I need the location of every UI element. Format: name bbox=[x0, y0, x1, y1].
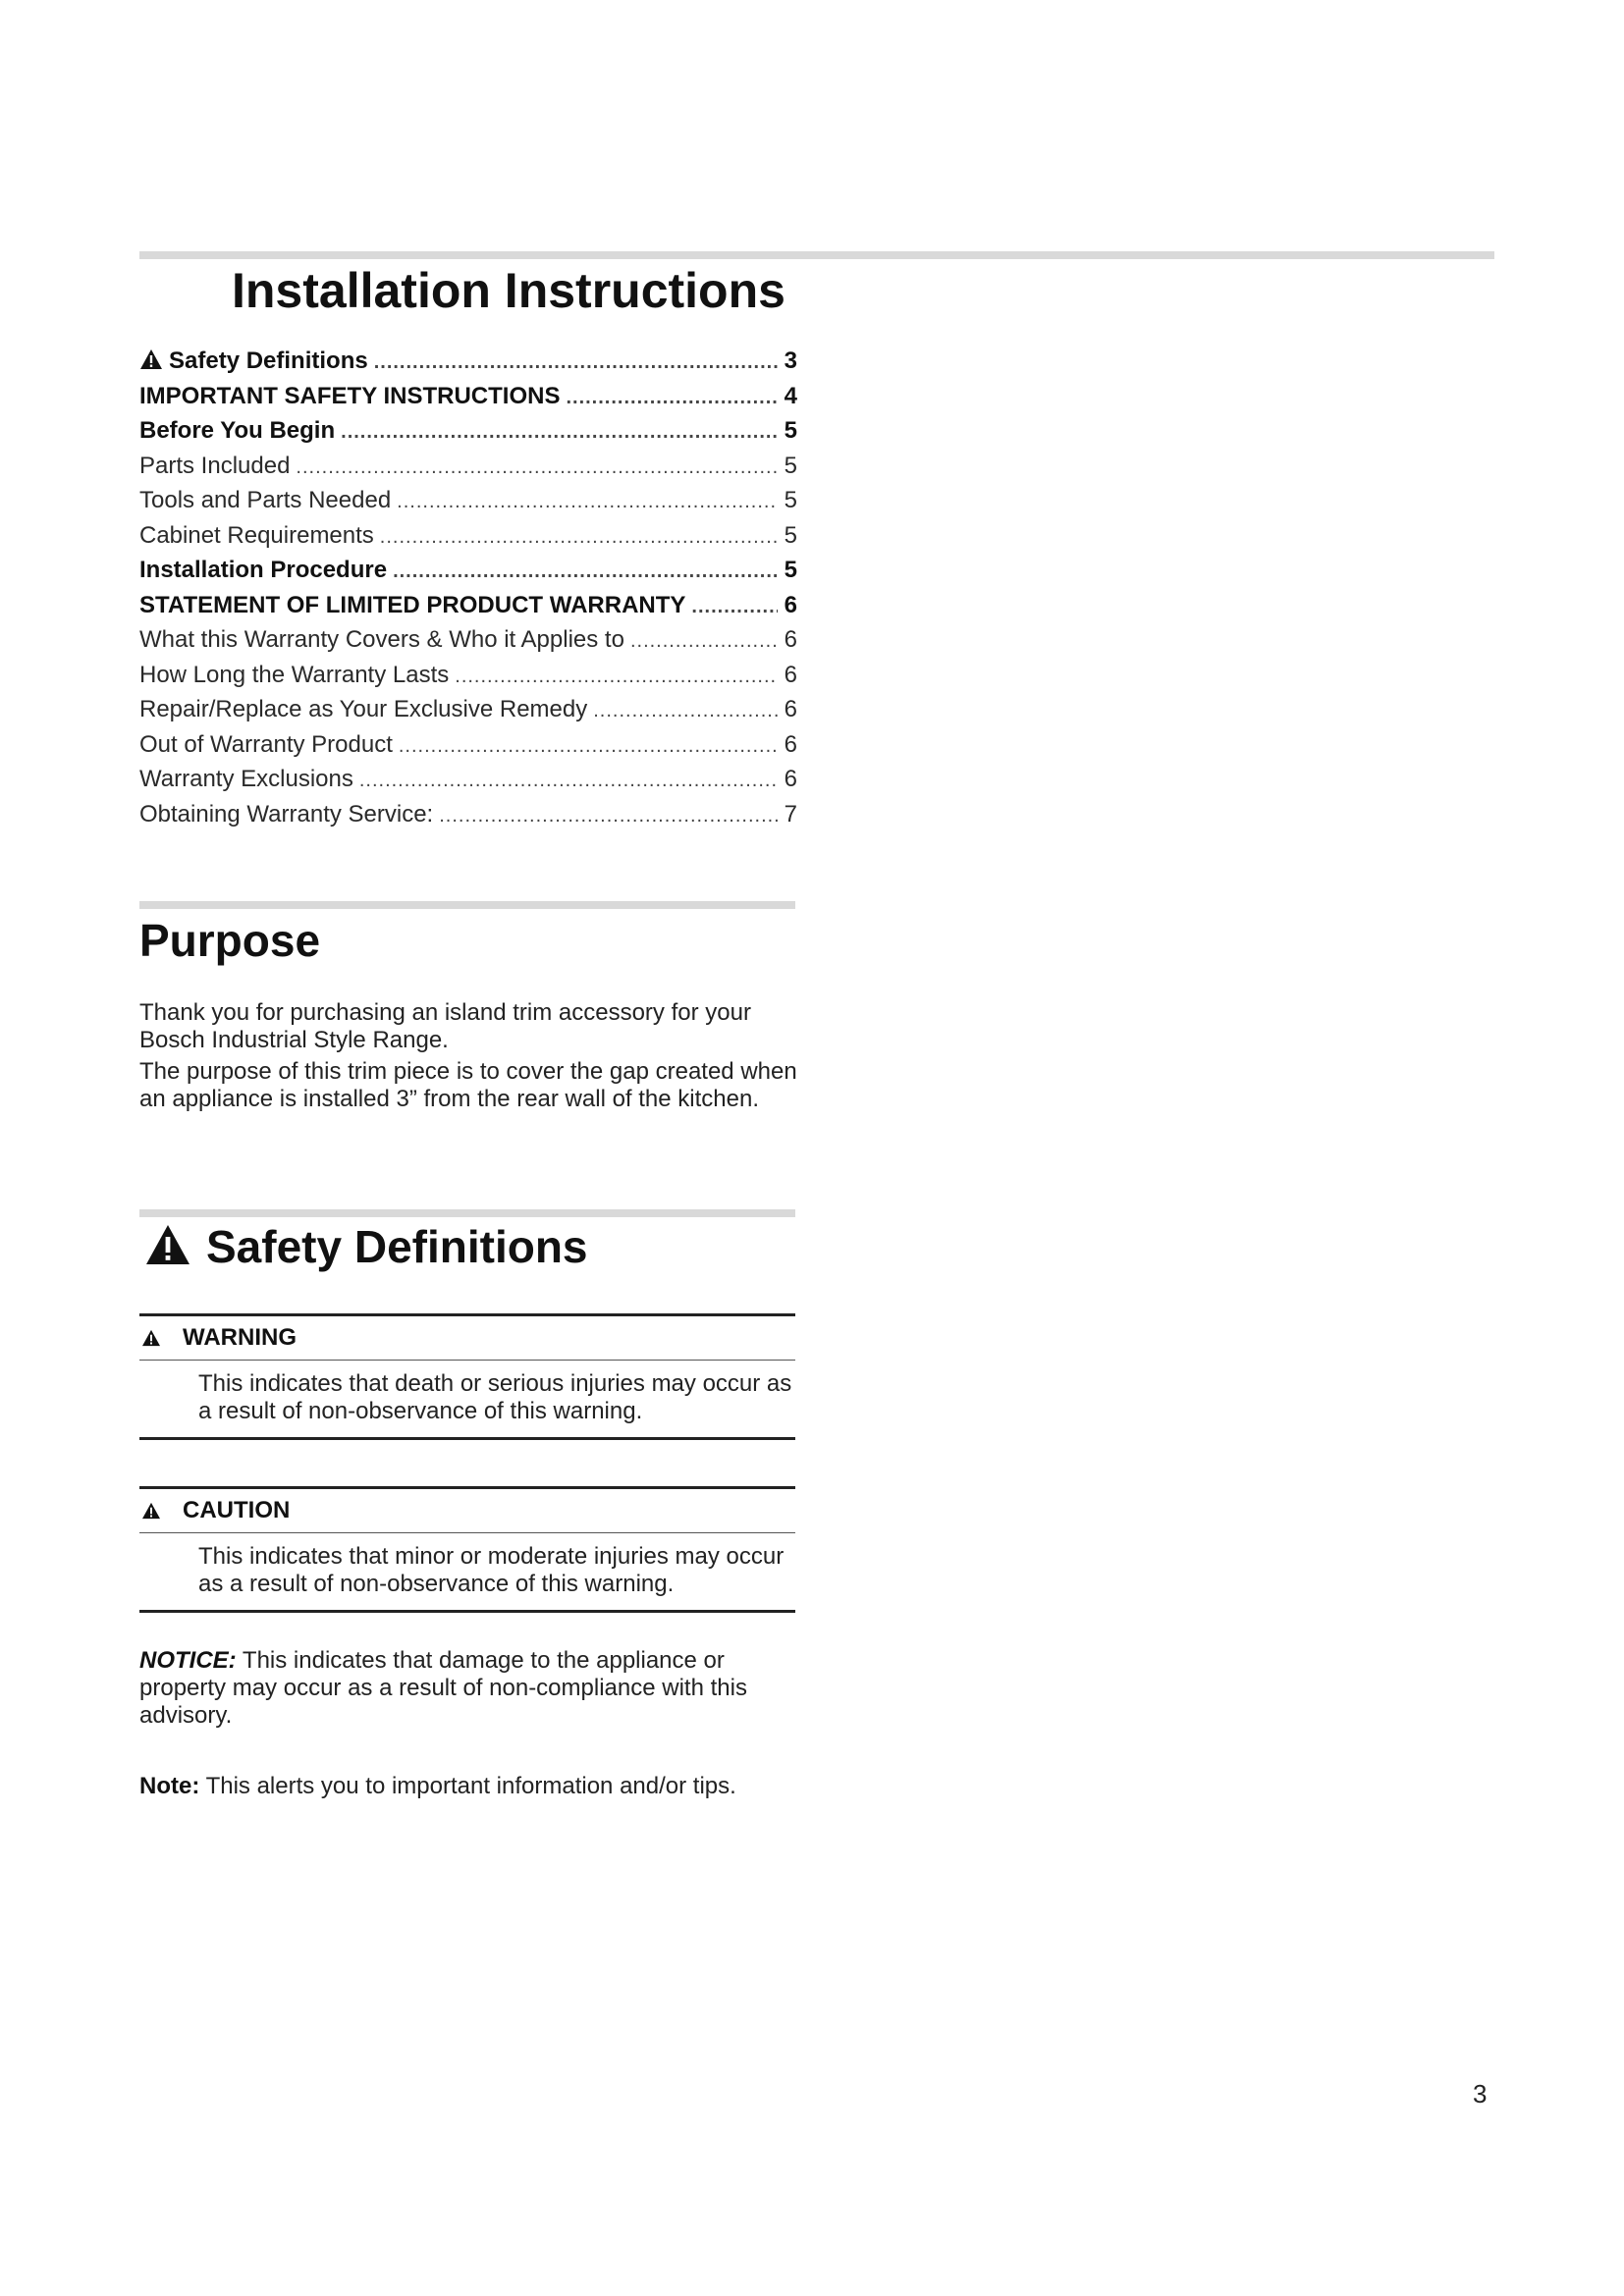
toc-entry-page: 6 bbox=[784, 591, 797, 618]
toc-entry-label bbox=[139, 592, 685, 619]
notice-label: NOTICE: bbox=[139, 1647, 237, 1674]
safety-heading bbox=[143, 1217, 588, 1276]
toc-entry-text: Before You Begin bbox=[139, 417, 336, 444]
toc-entry[interactable] bbox=[139, 557, 797, 592]
toc-entry-text: Out of Warranty Product bbox=[139, 730, 393, 758]
toc-entry[interactable] bbox=[139, 626, 797, 662]
warning-text: This indicates that death or serious injuries may occur as a result of non-observance of this warning. bbox=[198, 1370, 792, 1424]
toc-leader-dots bbox=[691, 596, 778, 618]
toc-entry[interactable] bbox=[139, 731, 797, 767]
toc-entry-text: What this Warranty Covers & Who it Applies to bbox=[139, 626, 624, 653]
safety-rule bbox=[139, 1209, 795, 1217]
toc-leader-dots bbox=[455, 666, 778, 688]
purpose-paragraph-2: The purpose of this trim piece is to cover the gap created when an appliance is installed 3” from the rear wall of the kitchen. bbox=[139, 1058, 797, 1112]
toc-entry-page: 5 bbox=[784, 417, 797, 444]
toc-entry-page: 6 bbox=[784, 696, 797, 722]
toc-entry-label bbox=[139, 383, 560, 410]
toc-entry-label bbox=[139, 696, 587, 723]
toc-entry-label bbox=[139, 453, 290, 480]
toc-entry-page: 7 bbox=[784, 800, 797, 828]
toc-entry-page: 3 bbox=[784, 347, 797, 374]
warning-triangle-icon bbox=[141, 1329, 161, 1347]
toc-entry[interactable] bbox=[139, 766, 797, 801]
purpose-rule bbox=[139, 901, 795, 909]
toc-leader-dots bbox=[374, 351, 778, 374]
toc-leader-dots bbox=[566, 387, 778, 409]
caution-label: CAUTION bbox=[183, 1497, 291, 1523]
toc-entry-page: 4 bbox=[784, 382, 797, 409]
toc-entry-label bbox=[139, 662, 449, 689]
toc-entry[interactable] bbox=[139, 801, 797, 836]
note-paragraph bbox=[139, 1773, 797, 1800]
toc-entry[interactable] bbox=[139, 522, 797, 558]
caution-text: This indicates that minor or moderate injuries may occur as a result of non-observance of this warning. bbox=[198, 1543, 785, 1597]
page-number: 3 bbox=[1473, 2079, 1488, 2109]
notice-text: This indicates that damage to the appliance or property may occur as a result of non-compliance with this advisory. bbox=[139, 1647, 747, 1729]
page-title: Installation Instructions bbox=[232, 263, 785, 318]
warning-box bbox=[139, 1313, 795, 1440]
safety-heading-text: Safety Definitions bbox=[206, 1221, 588, 1272]
toc-entry[interactable] bbox=[139, 383, 797, 418]
toc-entry-text: Safety Definitions bbox=[169, 347, 368, 374]
toc-entry-text: Obtaining Warranty Service: bbox=[139, 800, 434, 828]
toc-entry-page: 5 bbox=[784, 521, 797, 549]
warning-triangle-icon bbox=[143, 1223, 192, 1266]
toc-leader-dots bbox=[380, 526, 778, 549]
toc-leader-dots bbox=[593, 700, 778, 722]
toc-entry[interactable] bbox=[139, 592, 797, 627]
toc-entry-page: 6 bbox=[784, 730, 797, 758]
toc-entry[interactable] bbox=[139, 347, 797, 383]
toc-entry-page: 5 bbox=[784, 557, 797, 583]
toc-entry-label bbox=[139, 417, 335, 445]
warning-triangle-icon bbox=[139, 348, 163, 370]
toc-entry[interactable] bbox=[139, 453, 797, 488]
toc-entry-text: Tools and Parts Needed bbox=[139, 487, 392, 513]
toc-leader-dots bbox=[630, 630, 778, 653]
toc-entry-text: Repair/Replace as Your Exclusive Remedy bbox=[139, 696, 588, 722]
toc-entry-label bbox=[139, 347, 368, 375]
toc-entry-text: Warranty Exclusions bbox=[139, 766, 353, 792]
warning-label: WARNING bbox=[183, 1324, 297, 1351]
purpose-heading: Purpose bbox=[139, 915, 321, 966]
toc-entry[interactable] bbox=[139, 662, 797, 697]
toc-entry-label bbox=[139, 766, 353, 793]
caution-header bbox=[139, 1489, 795, 1533]
toc-entry-label bbox=[139, 557, 387, 584]
toc-entry-page: 6 bbox=[784, 766, 797, 792]
toc-entry[interactable] bbox=[139, 696, 797, 731]
toc-leader-dots bbox=[296, 456, 778, 479]
toc-entry-label bbox=[139, 731, 393, 759]
toc-leader-dots bbox=[399, 735, 778, 758]
toc-entry-label bbox=[139, 801, 433, 828]
notice-paragraph bbox=[139, 1647, 797, 1730]
toc-entry[interactable] bbox=[139, 487, 797, 522]
warning-triangle-icon bbox=[141, 1502, 161, 1520]
toc-leader-dots bbox=[359, 770, 778, 792]
note-text: This alerts you to important information and/or tips. bbox=[205, 1773, 736, 1799]
toc-leader-dots bbox=[397, 491, 778, 513]
purpose-paragraph-1: Thank you for purchasing an island trim accessory for your Bosch Industrial Style Range. bbox=[139, 999, 751, 1053]
table-of-contents bbox=[139, 347, 797, 835]
note-label: Note: bbox=[139, 1773, 200, 1799]
toc-entry-page: 5 bbox=[784, 452, 797, 479]
toc-entry-text: Parts Included bbox=[139, 452, 291, 479]
toc-entry-page: 5 bbox=[784, 487, 797, 513]
toc-entry-text: Cabinet Requirements bbox=[139, 521, 374, 549]
toc-entry-label bbox=[139, 626, 624, 654]
toc-entry-label bbox=[139, 487, 391, 514]
warning-header bbox=[139, 1316, 795, 1361]
toc-entry-label bbox=[139, 522, 374, 550]
toc-entry-page: 6 bbox=[784, 661, 797, 688]
toc-leader-dots bbox=[439, 805, 778, 828]
toc-entry-text: IMPORTANT SAFETY INSTRUCTIONS bbox=[139, 382, 561, 409]
toc-leader-dots bbox=[341, 421, 778, 444]
toc-entry-text: How Long the Warranty Lasts bbox=[139, 661, 450, 688]
toc-entry-text: STATEMENT OF LIMITED PRODUCT WARRANTY bbox=[139, 591, 686, 618]
toc-entry-page: 6 bbox=[784, 626, 797, 653]
caution-box bbox=[139, 1486, 795, 1613]
toc-leader-dots bbox=[393, 561, 778, 583]
toc-entry-text: Installation Procedure bbox=[139, 557, 388, 583]
toc-entry[interactable] bbox=[139, 417, 797, 453]
